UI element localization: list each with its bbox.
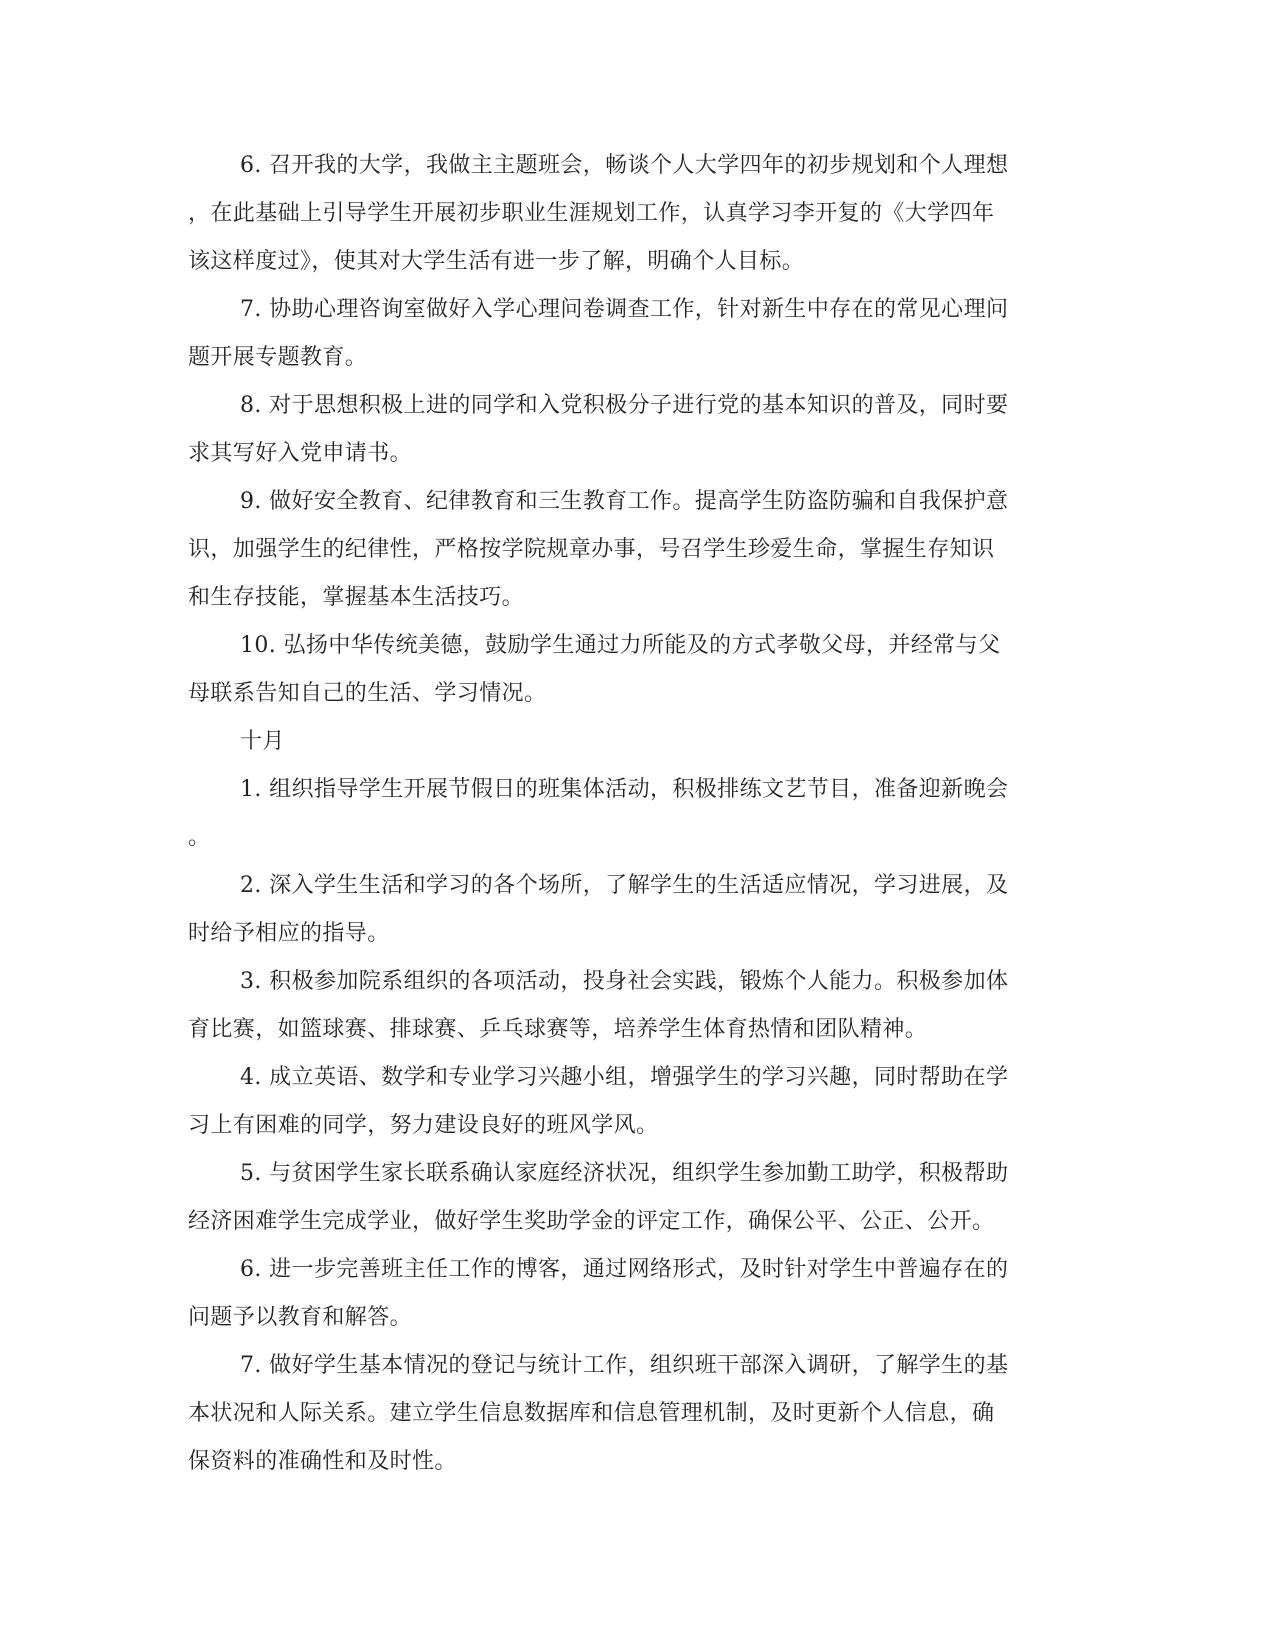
paragraph-oct-3 (188, 958, 1088, 1054)
paragraph-oct-5 (188, 1150, 1088, 1246)
text-line: 2. 深入学生生活和学习的各个场所，了解学生的生活适应情况，学习进展，及 (240, 873, 1009, 898)
text-line: 7. 协助心理咨询室做好入学心理问卷调查工作，针对新生中存在的常见心理问 (240, 297, 1009, 322)
text-line: 习上有困难的同学，努力建设良好的班风学风。 (188, 1113, 659, 1138)
text-line: 1. 组织指导学生开展节假日的班集体活动，积极排练文艺节目，准备迎新晚会 (240, 777, 1009, 802)
section-heading-october (188, 718, 1088, 766)
paragraph-oct-1 (188, 766, 1088, 862)
text-line: 3. 积极参加院系组织的各项活动，投身社会实践，锻炼个人能力。积极参加体 (240, 969, 1009, 994)
text-line: 题开展专题教育。 (188, 345, 368, 370)
text-line: 本状况和人际关系。建立学生信息数据库和信息管理机制，及时更新个人信息，确 (188, 1401, 995, 1426)
text-line: ，在此基础上引导学生开展初步职业生涯规划工作，认真学习李开复的《大学四年 (188, 201, 995, 226)
text-line: 8. 对于思想积极上进的同学和入党积极分子进行党的基本知识的普及，同时要 (240, 393, 1009, 418)
paragraph-oct-4 (188, 1054, 1088, 1150)
paragraph-sept-8 (188, 382, 1088, 478)
document-body (188, 142, 1088, 1486)
text-line: 该这样度过》，使其对大学生活有进一步了解，明确个人目标。 (188, 249, 805, 274)
paragraph-sept-10 (188, 622, 1088, 718)
paragraph-sept-9 (188, 478, 1088, 622)
text-line: 求其写好入党申请书。 (188, 441, 413, 466)
text-line: 4. 成立英语、数学和专业学习兴趣小组，增强学生的学习兴趣，同时帮助在学 (240, 1065, 1009, 1090)
text-line: 育比赛，如篮球赛、排球赛、乒乓球赛等，培养学生体育热情和团队精神。 (188, 1017, 928, 1042)
text-line: 6. 召开我的大学，我做主主题班会，畅谈个人大学四年的初步规划和个人理想 (240, 153, 1009, 178)
text-line: 。 (188, 825, 211, 850)
text-line: 时给予相应的指导。 (188, 921, 390, 946)
text-line: 5. 与贫困学生家长联系确认家庭经济状况，组织学生参加勤工助学，积极帮助 (240, 1161, 1009, 1186)
text-line: 6. 进一步完善班主任工作的博客，通过网络形式，及时针对学生中普遍存在的 (240, 1257, 1009, 1282)
text-line: 经济困难学生完成学业，做好学生奖助学金的评定工作，确保公平、公正、公开。 (188, 1209, 995, 1234)
text-line: 识，加强学生的纪律性，严格按学院规章办事，号召学生珍爱生命，掌握生存知识 (188, 537, 995, 562)
heading-text: 十月 (240, 729, 285, 754)
text-line: 7. 做好学生基本情况的登记与统计工作，组织班干部深入调研，了解学生的基 (240, 1353, 1009, 1378)
text-line: 问题予以教育和解答。 (188, 1305, 413, 1330)
text-line: 母联系告知自己的生活、学习情况。 (188, 681, 547, 706)
text-line: 9. 做好安全教育、纪律教育和三生教育工作。提高学生防盗防骗和自我保护意 (240, 489, 1009, 514)
text-line: 保资料的准确性和及时性。 (188, 1449, 457, 1474)
text-line: 和生存技能，掌握基本生活技巧。 (188, 585, 525, 610)
paragraph-oct-7 (188, 1342, 1088, 1486)
paragraph-oct-6 (188, 1246, 1088, 1342)
paragraph-oct-2 (188, 862, 1088, 958)
paragraph-sept-7 (188, 286, 1088, 382)
text-line: 10. 弘扬中华传统美德，鼓励学生通过力所能及的方式孝敬父母，并经常与父 (240, 633, 1001, 658)
paragraph-sept-6 (188, 142, 1088, 286)
